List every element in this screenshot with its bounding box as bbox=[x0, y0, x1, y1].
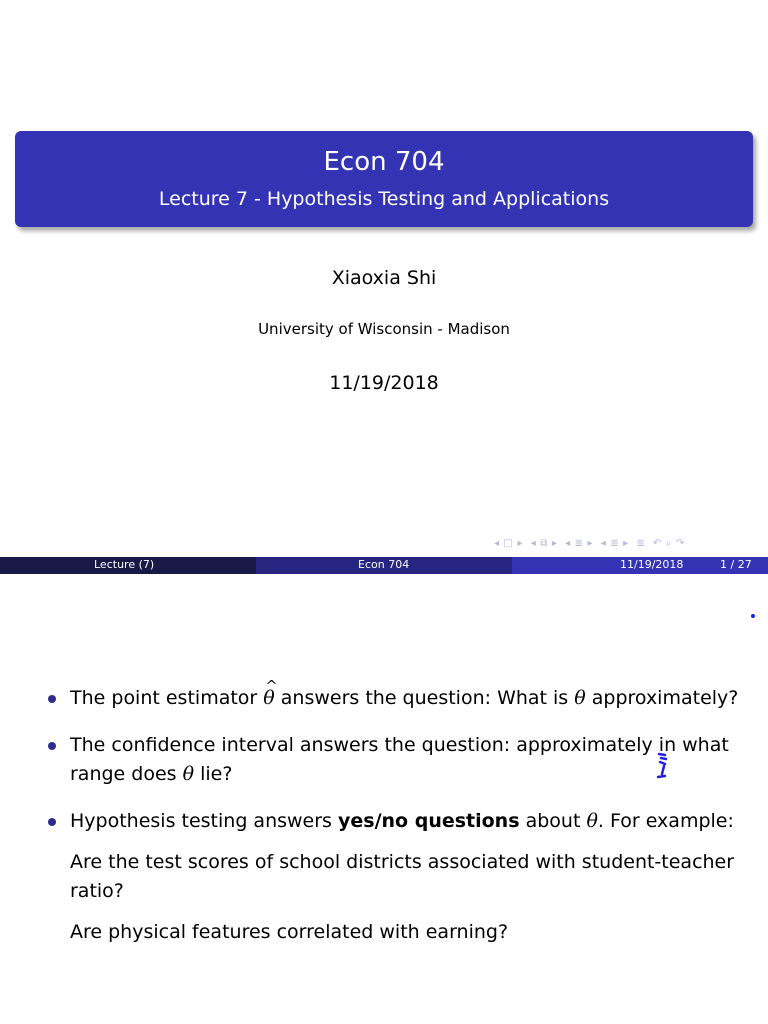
nav-frame-icon[interactable]: □ bbox=[503, 538, 514, 549]
nav-next-subsection-icon[interactable]: ▸ bbox=[551, 538, 558, 549]
nav-align-icon[interactable]: ≣ bbox=[636, 538, 646, 549]
bullet-icon bbox=[48, 742, 56, 750]
bullet-text: The point estimator ^ θ answers the question: What is θ approximately? bbox=[70, 687, 738, 709]
footer-left bbox=[0, 557, 256, 574]
bullet-icon bbox=[48, 818, 56, 826]
slide-footer bbox=[0, 557, 768, 574]
pen-stroke bbox=[658, 754, 666, 777]
slide-subtitle: Lecture 7 - Hypothesis Testing and Applications bbox=[158, 188, 610, 210]
presentation-date: 11/19/2018 bbox=[329, 372, 439, 394]
pen-annotation bbox=[655, 752, 671, 782]
footer-right bbox=[512, 557, 768, 574]
nav-prev-section-icon[interactable]: ◂ bbox=[565, 538, 571, 549]
theta-symbol: θ bbox=[574, 687, 586, 709]
nav-prev-subsection-icon[interactable]: ◂ bbox=[530, 538, 537, 549]
bullet-list bbox=[46, 684, 746, 965]
example-question-1: Are the test scores of school districts associated with student-teacher ratio? bbox=[70, 851, 735, 902]
nav-next-frame-icon[interactable]: ▸ bbox=[517, 538, 524, 549]
footer-lecture: Lecture (7) bbox=[94, 558, 155, 571]
example-question-2: Are physical features correlated with earning? bbox=[70, 921, 509, 943]
nav-part-icon[interactable]: ≣ bbox=[610, 538, 620, 549]
annotation-dot bbox=[751, 614, 755, 618]
footer-center bbox=[256, 557, 512, 574]
bold-phrase: yes/no questions bbox=[338, 810, 520, 832]
author-name: Xiaoxia Shi bbox=[331, 267, 437, 289]
bullet-icon bbox=[48, 695, 56, 703]
nav-back-icon[interactable]: ↶ bbox=[652, 538, 662, 549]
nav-next-section-icon[interactable]: ▸ bbox=[587, 538, 594, 549]
nav-search-icon[interactable]: ⌕ bbox=[665, 538, 672, 549]
nav-forward-icon[interactable]: ↷ bbox=[675, 538, 685, 549]
bullet-text: The confidence interval answers the question: approximately in what range does θ lie? bbox=[70, 734, 729, 785]
title-box bbox=[15, 131, 753, 227]
nav-prev-part-icon[interactable]: ◂ bbox=[600, 538, 607, 549]
footer-date: 11/19/2018 bbox=[620, 558, 684, 571]
footer-course: Econ 704 bbox=[358, 558, 410, 571]
theta-symbol: θ bbox=[586, 810, 598, 832]
footer-page-number: 1 / 27 bbox=[720, 558, 752, 571]
theta-symbol: θ bbox=[182, 763, 195, 785]
bullet-point-estimator bbox=[46, 684, 746, 713]
nav-section-icon[interactable]: ≣ bbox=[574, 538, 584, 549]
nav-subsection-icon[interactable]: ⧉ bbox=[540, 538, 548, 549]
slide-title: Econ 704 bbox=[323, 147, 445, 177]
beamer-navigation[interactable] bbox=[494, 538, 762, 552]
bullet-hypothesis-testing bbox=[46, 807, 746, 947]
nav-prev-frame-icon[interactable]: ◂ bbox=[494, 538, 500, 549]
institute: University of Wisconsin - Madison bbox=[258, 320, 510, 338]
theta-hat-symbol: ^ θ bbox=[263, 684, 274, 713]
bullet-confidence-interval bbox=[46, 731, 746, 789]
bullet-text: Hypothesis testing answers yes/no questions about θ. For example: bbox=[70, 810, 734, 832]
nav-next-part-icon[interactable]: ▸ bbox=[623, 538, 629, 549]
